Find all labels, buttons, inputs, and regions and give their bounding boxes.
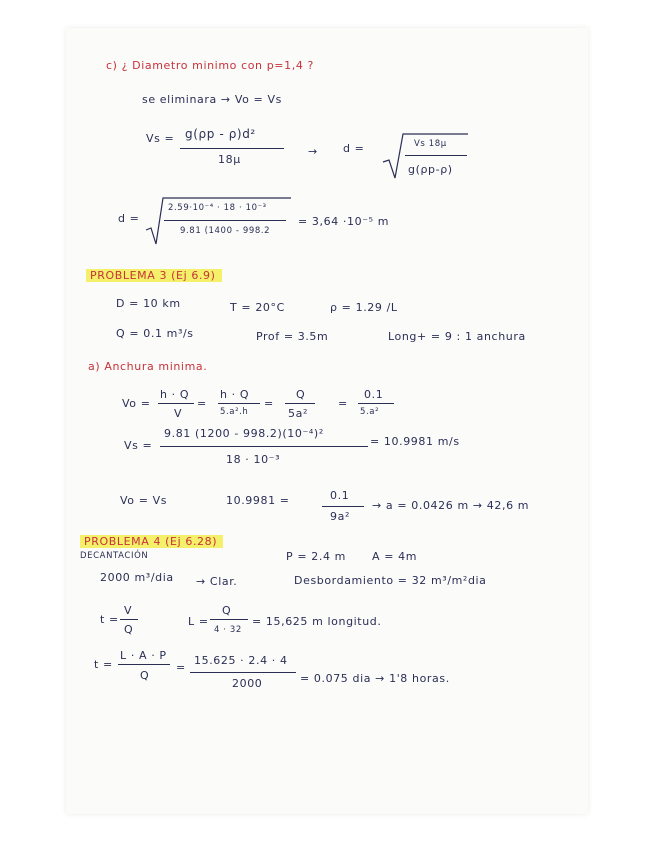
fraction-bar <box>218 403 260 404</box>
p3-a-title: a) Anchura minima. <box>88 360 208 373</box>
vs-numerator: g(ρp - ρ)d² <box>185 127 256 141</box>
notebook-page <box>66 28 588 814</box>
p4-decantacion: DECANTACIÓN <box>80 551 149 561</box>
vs-denominator: 18μ <box>218 153 241 166</box>
p4-depth: P = 2.4 m <box>286 550 346 563</box>
fraction-numerator: L · A · P <box>120 649 167 662</box>
t2-result: = 0.075 dia → 1'8 horas. <box>300 672 450 685</box>
fraction-denominator: 5a² <box>288 407 308 420</box>
fraction-bar <box>285 403 315 404</box>
fraction-numerator: h · Q <box>220 388 250 401</box>
vo-equals-vs: Vo = Vs <box>120 494 168 507</box>
fraction-numerator: Q <box>296 388 306 401</box>
equals-sign: = <box>197 397 207 410</box>
fraction-numerator: h · Q <box>160 388 190 401</box>
sqrt-denominator: g(ρp-ρ) <box>408 163 453 176</box>
fraction-bar <box>190 672 296 673</box>
p4-width: A = 4m <box>372 550 418 563</box>
arrow: → <box>308 145 318 158</box>
fraction-denominator: Q <box>124 623 134 636</box>
vs-lhs: Vs = <box>146 132 175 145</box>
anchura-result: → a = 0.0426 m → 42,6 m <box>372 499 530 512</box>
fraction-denominator: 4 · 32 <box>214 625 242 635</box>
sqrt-numerator: Vs 18μ <box>414 139 447 149</box>
d-lhs: d = <box>343 142 365 155</box>
c-eliminate-note: se eliminara → Vo = Vs <box>142 93 282 106</box>
fraction-bar <box>210 619 248 620</box>
fraction-bar <box>120 619 138 620</box>
c-question: c) ¿ Diametro minimo con p=1,4 ? <box>106 59 314 72</box>
fraction-bar <box>164 220 286 221</box>
equals-sign: = <box>264 397 274 410</box>
t2-lhs: t = <box>94 658 113 671</box>
fraction-numerator: 0.1 <box>330 489 350 502</box>
p3-temperature: T = 20°C <box>230 301 285 314</box>
equals-sign: = <box>176 661 186 674</box>
p4-overflow: Desbordamiento = 32 m³/m²dia <box>294 574 487 587</box>
fraction-bar <box>358 403 394 404</box>
fraction-bar <box>160 446 368 447</box>
L-result: = 15,625 m longitud. <box>252 615 382 628</box>
L-lhs: L = <box>188 615 209 628</box>
problem-3-title: PROBLEMA 3 (Ej 6.9) <box>86 269 222 282</box>
vs-denominator: 18 · 10⁻³ <box>226 453 281 466</box>
fraction-denominator: V <box>174 407 183 420</box>
fraction-numerator: 15.625 · 2.4 · 4 <box>194 654 288 667</box>
fraction-denominator: Q <box>140 669 150 682</box>
p3-density: ρ = 1.29 /L <box>330 301 398 314</box>
fraction-bar <box>118 664 170 665</box>
d-calc-lhs: d = <box>118 212 140 225</box>
fraction-numerator: V <box>124 604 133 617</box>
fraction-bar <box>180 148 284 149</box>
p3-flow: Q = 0.1 m³/s <box>116 327 194 340</box>
vo-lhs: Vo = <box>122 397 151 410</box>
fraction-bar <box>322 506 364 507</box>
fraction-bar <box>405 155 467 156</box>
p3-depth: Prof = 3.5m <box>256 330 329 343</box>
fraction-denominator: 2000 <box>232 677 263 690</box>
fraction-numerator: Q <box>222 604 232 617</box>
p4-clarifier: → Clar. <box>196 575 238 588</box>
p3-diameter: D = 10 km <box>116 297 181 310</box>
vs-numerator: 9.81 (1200 - 998.2)(10⁻⁴)² <box>164 427 324 440</box>
fraction-denominator: 9a² <box>330 510 350 523</box>
fraction-numerator: 0.1 <box>364 388 384 401</box>
vs-result: = 10.9981 m/s <box>370 435 460 448</box>
p3-length: Long+ = 9 : 1 anchura <box>388 330 526 343</box>
fraction-denominator: 5.a² <box>360 407 380 417</box>
vs-lhs: Vs = <box>124 439 153 452</box>
problem-4-title: PROBLEMA 4 (Ej 6.28) <box>80 535 223 548</box>
p4-flow: 2000 m³/dia <box>100 571 174 584</box>
fraction-denominator: 5.a².h <box>220 407 249 417</box>
d-calc-result: = 3,64 ·10⁻⁵ m <box>298 215 390 228</box>
d-calc-numerator: 2.59·10⁻⁴ · 18 · 10⁻³ <box>168 203 267 213</box>
equals-sign: = <box>338 397 348 410</box>
vs-value: 10.9981 = <box>226 494 290 507</box>
t-lhs: t = <box>100 613 119 626</box>
fraction-bar <box>158 403 194 404</box>
d-calc-denominator: 9.81 (1400 - 998.2 <box>180 226 271 236</box>
